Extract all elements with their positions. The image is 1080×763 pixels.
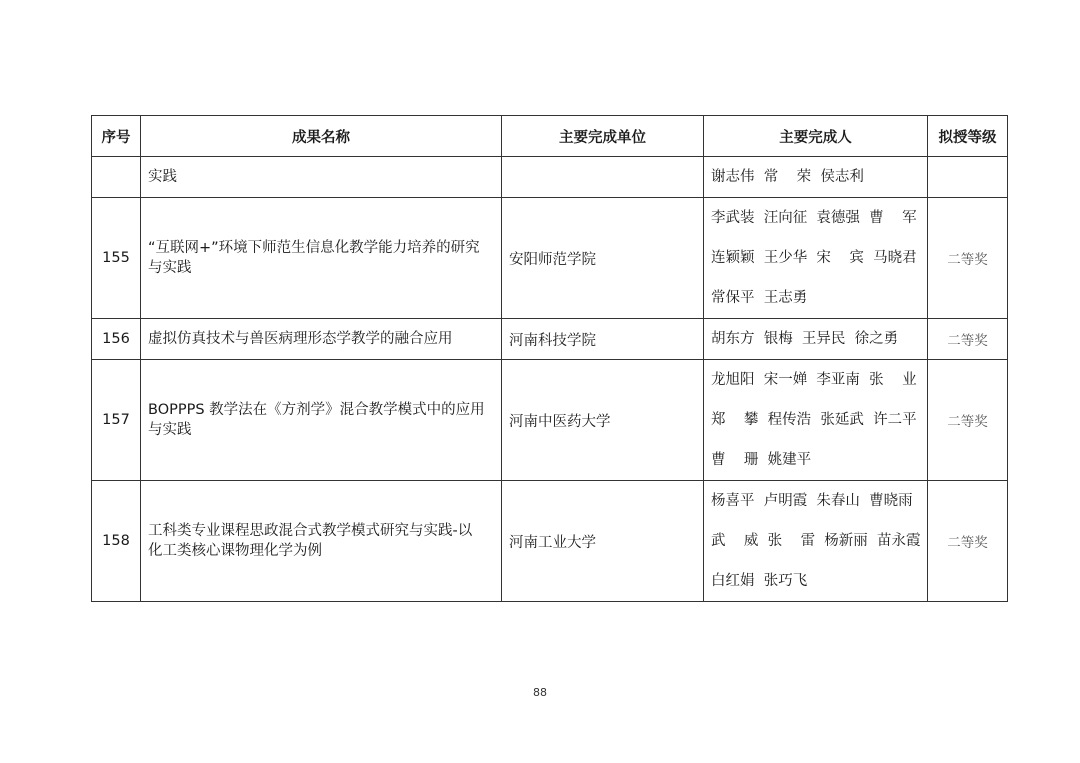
title-line: 与实践 xyxy=(148,422,192,438)
title-line: 实践 xyxy=(148,169,177,185)
people-line: 郑 攀 程传浩 张延武 许二平 xyxy=(711,412,917,428)
row-number: 156 xyxy=(92,319,141,360)
completing-unit xyxy=(502,157,704,198)
row-number xyxy=(92,157,141,198)
achievement-title xyxy=(141,319,502,360)
row-number: 157 xyxy=(92,360,141,481)
title-line: 工科类专业课程思政混合式教学模式研究与实践-以 xyxy=(148,523,473,539)
title-line: 化工类核心课物理化学为例 xyxy=(148,543,322,559)
people-line: 胡东方 银梅 王异民 徐之勇 xyxy=(711,331,899,347)
achievement-title xyxy=(141,198,502,319)
achievement-title xyxy=(141,481,502,602)
header-people: 主要完成人 xyxy=(704,116,928,157)
title-line: BOPPPS 教学法在《方剂学》混合教学模式中的应用 xyxy=(148,402,485,418)
header-row xyxy=(92,116,1008,157)
achievement-title xyxy=(141,157,502,198)
completing-people xyxy=(704,319,928,360)
award-grade: 二等奖 xyxy=(928,481,1008,602)
achievement-title xyxy=(141,360,502,481)
header-title: 成果名称 xyxy=(141,116,502,157)
completing-people xyxy=(704,198,928,319)
table-row xyxy=(92,481,1008,602)
people-line: 李武装 汪向征 袁德强 曹 军 xyxy=(711,210,917,226)
people-line: 杨喜平 卢明霞 朱春山 曹晓雨 xyxy=(711,493,913,509)
title-line: 与实践 xyxy=(148,260,192,276)
completing-unit: 安阳师范学院 xyxy=(502,198,704,319)
award-grade: 二等奖 xyxy=(928,360,1008,481)
people-line: 武 威 张 雷 杨新丽 苗永霞 xyxy=(711,533,921,549)
header-grade: 拟授等级 xyxy=(928,116,1008,157)
page-number: 88 xyxy=(533,686,547,699)
completing-unit: 河南科技学院 xyxy=(502,319,704,360)
people-line: 龙旭阳 宋一婵 李亚南 张 业 xyxy=(711,372,917,388)
people-line: 谢志伟 常 荣 侯志利 xyxy=(711,169,864,185)
completing-unit: 河南工业大学 xyxy=(502,481,704,602)
people-line: 常保平 王志勇 xyxy=(711,290,808,306)
title-line: “互联网+”环境下师范生信息化教学能力培养的研究 xyxy=(148,240,480,256)
table-header xyxy=(92,116,1008,157)
awards-table xyxy=(91,115,1008,602)
completing-people xyxy=(704,360,928,481)
people-line: 白红娟 张巧飞 xyxy=(711,573,808,589)
table-row xyxy=(92,198,1008,319)
completing-people xyxy=(704,481,928,602)
award-grade xyxy=(928,157,1008,198)
award-grade: 二等奖 xyxy=(928,319,1008,360)
people-line: 连颖颖 王少华 宋 宾 马晓君 xyxy=(711,250,917,266)
table-row xyxy=(92,157,1008,198)
title-line: 虚拟仿真技术与兽医病理形态学教学的融合应用 xyxy=(148,331,453,347)
table-row xyxy=(92,360,1008,481)
people-line: 曹 珊 姚建平 xyxy=(711,452,812,468)
header-unit: 主要完成单位 xyxy=(502,116,704,157)
table-body xyxy=(92,157,1008,602)
header-no: 序号 xyxy=(92,116,141,157)
table-row xyxy=(92,319,1008,360)
row-number: 158 xyxy=(92,481,141,602)
award-grade: 二等奖 xyxy=(928,198,1008,319)
completing-unit: 河南中医药大学 xyxy=(502,360,704,481)
row-number: 155 xyxy=(92,198,141,319)
completing-people xyxy=(704,157,928,198)
